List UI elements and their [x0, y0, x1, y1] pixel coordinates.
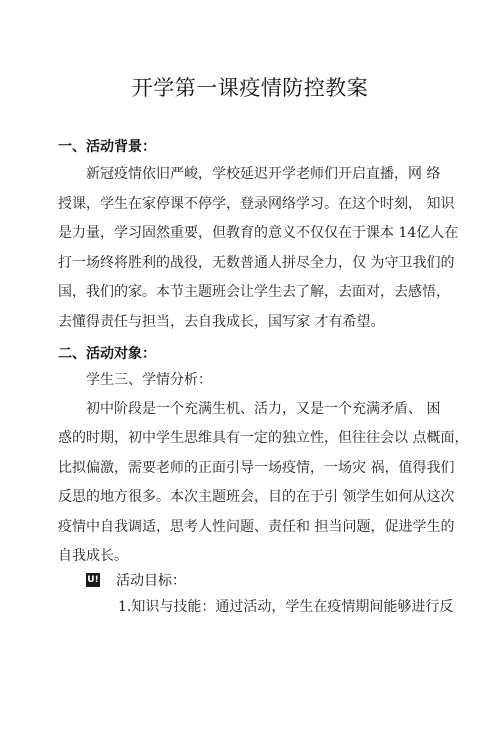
- subheading-line: 学生三、学情分析：: [86, 372, 212, 388]
- section-marker-icon: U!: [87, 575, 99, 585]
- section-heading-audience: 二、活动对象：: [58, 346, 156, 362]
- paragraph-line: 是力量，学习固然重要，但教育的意义不仅仅在于课本 14亿人在: [58, 225, 459, 241]
- paragraph-line: 比拟偏激，需要老师的正面引导一场疫情，一场灾 祸，值得我们: [58, 460, 455, 476]
- paragraph-line: 初中阶段是一个充满生机、活力，又是一个充满矛盾、 困: [86, 401, 441, 417]
- paragraph-line: 自我成长。: [58, 548, 128, 564]
- document-title: 开学第一课疫情防控教案: [131, 76, 369, 100]
- section-heading-objectives: 活动目标：: [116, 573, 186, 589]
- paragraph-line: 反思的地方很多。本次主题班会，目的在于引 领学生如何从这次: [58, 489, 455, 505]
- objectives-heading-row: [86, 570, 186, 590]
- paragraph-line: 去懂得责任与担当，去自我成长，国写家 才有希望。: [58, 314, 385, 330]
- paragraph-line: 惑的时期，初中学生思维具有一定的独立性，但往往会以 点概面，: [58, 430, 469, 446]
- paragraph-line: 国，我们的家。本节主题班会让学生去了解，去面对，去感悟，: [58, 284, 450, 300]
- section-heading-background: 一、活动背景：: [58, 139, 156, 155]
- paragraph-line: 疫情中自我调适，思考人性问题、责任和 担当问题，促进学生的: [58, 519, 455, 535]
- paragraph-line: 打一场终将胜利的战役，无数普通人拼尽全力，仅 为守卫我们的: [58, 255, 455, 271]
- objective-item: 1.知识与技能：通过活动，学生在疫情期间能够进行反: [118, 599, 454, 615]
- paragraph-line: 授课，学生在家停课不停学，登录网络学习。在这个时刻， 知识: [58, 196, 455, 212]
- paragraph-line: 新冠疫情依旧严峻，学校延迟开学老师们开启直播，网 络: [86, 166, 441, 182]
